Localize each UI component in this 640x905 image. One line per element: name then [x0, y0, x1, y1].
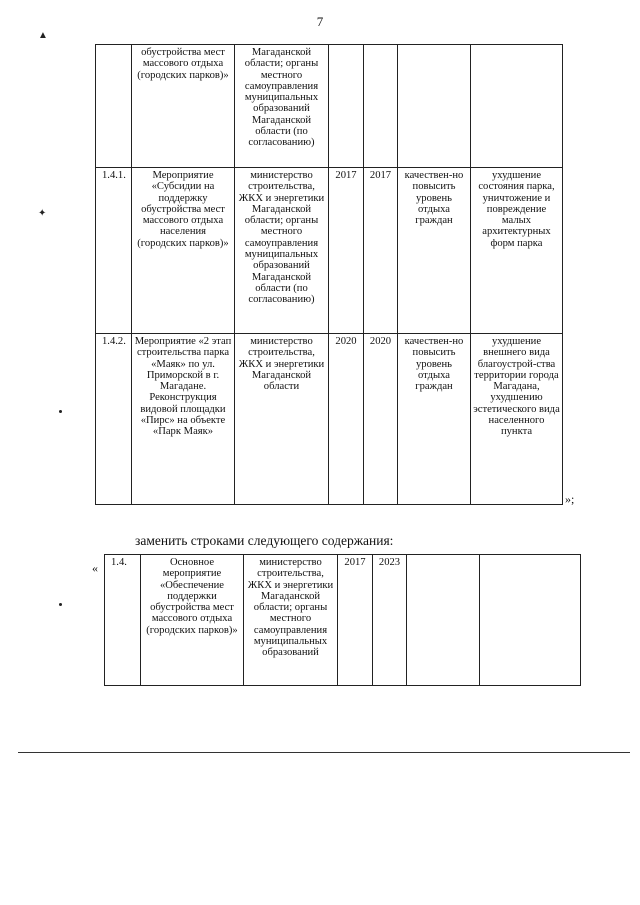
cell-end-year: 2023	[373, 555, 407, 686]
table-top	[95, 44, 563, 505]
margin-mark	[59, 603, 62, 606]
table-row	[96, 334, 563, 505]
cell-number: 1.4.2.	[96, 334, 132, 505]
cell-executor: министерство строительства, ЖКХ и энергетики Магаданской области; органы местного самоуправления муниципальных образований Магаданской области (по согласованию)	[235, 168, 329, 334]
cell-activity: Мероприятие «Субсидии на поддержку обустройства мест массового отдыха населения (городских парков)»	[132, 168, 235, 334]
table-bottom	[104, 554, 581, 686]
cell-start-year: 2020	[329, 334, 364, 505]
table-row	[96, 168, 563, 334]
cell-consequence	[471, 45, 563, 168]
cell-consequence: ухудшение внешнего вида благоустрой-ства территории города Магадана, ухудшению эстетического вида населенного пункта	[471, 334, 563, 505]
cell-executor: министерство строительства, ЖКХ и энергетики Магаданской области	[235, 334, 329, 505]
cell-activity: Основное мероприятие «Обеспечение поддержки обустройства мест массового отдыха (городских парков)»	[141, 555, 244, 686]
cell-end-year	[364, 45, 398, 168]
cell-end-year: 2017	[364, 168, 398, 334]
cell-executor: Магаданской области; органы местного самоуправления муниципальных образований Магаданской области (по согласованию)	[235, 45, 329, 168]
cell-result	[398, 45, 471, 168]
cell-start-year	[329, 45, 364, 168]
opening-quote-mark: «	[92, 561, 98, 575]
cell-result: качествен-но повысить уровень отдыха граждан	[398, 334, 471, 505]
cell-result	[407, 555, 480, 686]
margin-mark: ✦	[38, 208, 47, 219]
cell-activity: обустройства мест массового отдыха (городских парков)»	[132, 45, 235, 168]
cell-start-year: 2017	[329, 168, 364, 334]
instruction-text: заменить строками следующего содержания:	[135, 533, 394, 548]
table-row	[96, 45, 563, 168]
cell-number	[96, 45, 132, 168]
page-divider	[18, 752, 630, 753]
cell-end-year: 2020	[364, 334, 398, 505]
cell-executor: министерство строительства, ЖКХ и энергетики Магаданской области; органы местного самоуправления муниципальных образований	[244, 555, 338, 686]
closing-quote-mark: »;	[565, 492, 575, 506]
cell-result: качествен-но повысить уровень отдыха граждан	[398, 168, 471, 334]
table-row	[105, 555, 581, 686]
margin-mark	[59, 410, 62, 413]
cell-consequence: ухудшение состояния парка, уничтожение и повреждение малых архитектурных форм парка	[471, 168, 563, 334]
cell-activity: Мероприятие «2 этап строительства парка «Маяк» по ул. Приморской в г. Магадане. Реконструкция видовой площадки «Пирс» на объекте «Парк Маяк»	[132, 334, 235, 505]
cell-number: 1.4.1.	[96, 168, 132, 334]
cell-consequence	[480, 555, 581, 686]
cell-number: 1.4.	[105, 555, 141, 686]
cell-start-year: 2017	[338, 555, 373, 686]
page-number: 7	[316, 14, 324, 29]
margin-mark: ▲	[38, 30, 48, 41]
